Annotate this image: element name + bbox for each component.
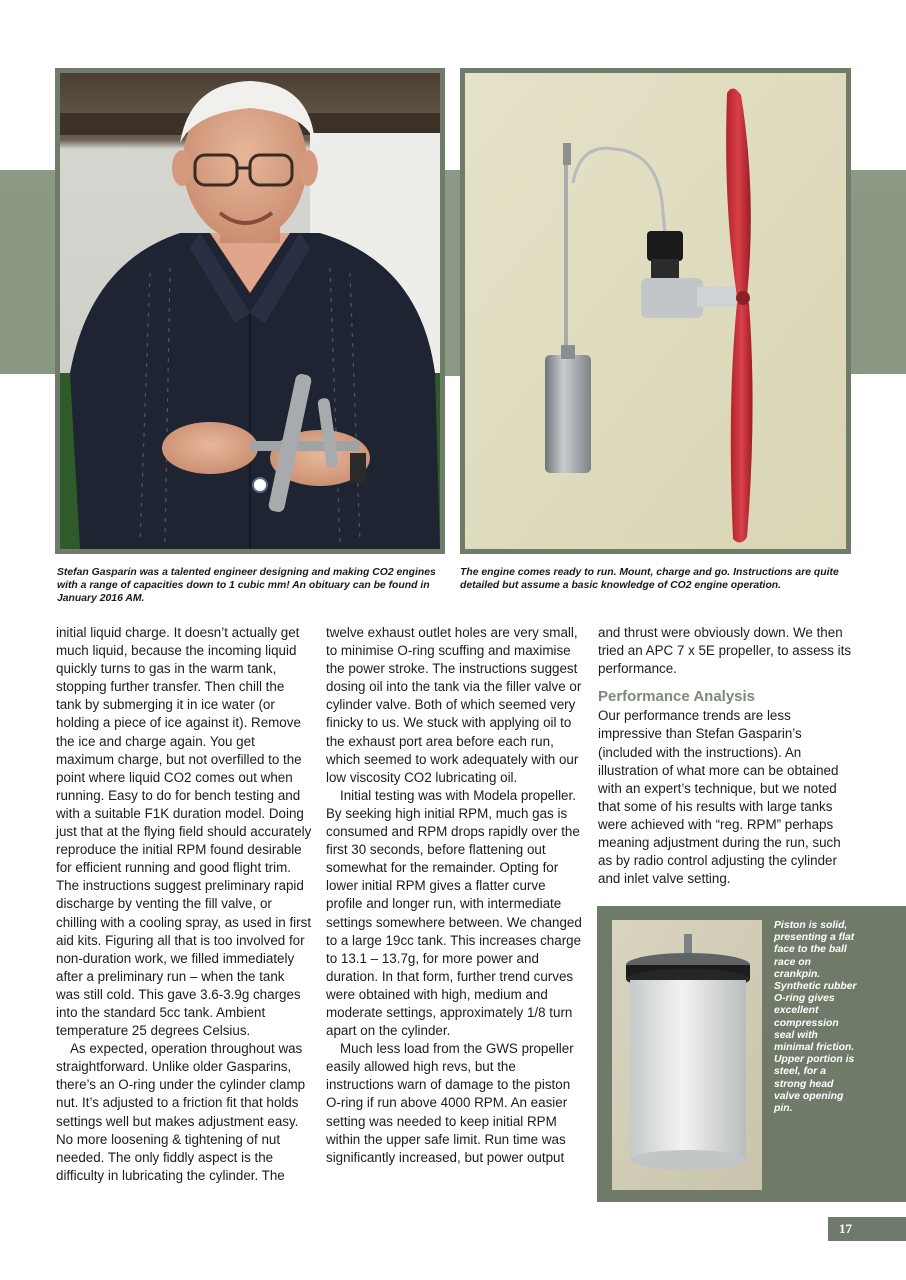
photo-stefan-gasparin: [55, 68, 445, 554]
decor-band-left-top: [0, 170, 55, 194]
photo-piston: [612, 920, 762, 1190]
paragraph: Initial testing was with Modela propeller. By seeking high initial RPM, much gas is consumed and RPM drops rapidly over the first 30 seconds, before flattening out somewhat for the remainder. Opting for lower initial RPM gives a flatter curve profile and longer run, with intermediate settings somewhere between. We changed to a large 19cc tank. This increases charge to 13.1 – 13.7g, for more power and duration. In that form, further trend curves were obtained with high, medium and moderate settings, approximately 1/8 turn apart on the cylinder.: [326, 787, 582, 1039]
text-column-2: [326, 624, 582, 1167]
paragraph: As expected, operation throughout was straightforward. Unlike older Gasparins, there’s an O-ring under the cylinder clamp nut. It’s adjusted to a friction fit that holds settings well but makes adjustment easy. No more loosening & tightening of nut needed. The only fiddly aspect is the difficulty in lubricating the cylinder. The: [56, 1041, 306, 1183]
decor-band-right-top: [850, 170, 906, 194]
caption-right: The engine comes ready to run. Mount, charge and go. Instructions are quite detailed but assume a basic knowledge of CO2 engine operation.: [460, 567, 839, 591]
page-number: 17: [828, 1217, 906, 1241]
paragraph: Much less load from the GWS propeller easily allowed high revs, but the instructions warn of damage to the piston O-ring if run above 4000 RPM. An easier setting was needed to keep initial RPM within the upper safe limit. Run time was significantly increased, but power output: [326, 1041, 574, 1165]
paragraph: and thrust were obviously down. We then tried an APC 7 x 5E propeller, to assess its performance.: [598, 625, 852, 677]
paragraph: Our performance trends are less impressive than Stefan Gasparin’s (included with the instructions). An illustration of what more can be obtained with an expert’s technique, but we noted that some of his results with large tanks were achieved with “reg. RPM” perhaps meaning adjustment during the run, such as by radio control adjusting the cylinder and inlet valve setting.: [598, 708, 841, 887]
inset-caption: Piston is solid, presenting a flat face to the ball race on crankpin. Synthetic rubber O-ring gives excellent compression seal with minimal friction. Upper portion is steel, for a strong head valve opening pin.: [774, 920, 857, 1115]
paragraph: initial liquid charge. It doesn’t actually get much liquid, because the incoming liquid quickly turns to gas in the warm tank, stopping further transfer. Then chill the tank by submerging it in ice water (or holding a piece of ice against it). Remove the ice and charge again. You get maximum charge, but not overfilled to the point where liquid CO2 comes out when running. Easy to do for bench testing and with a suitable F1K duration model. Doing just that at the flying field should accurately reproduce the initial RPM found desirable for efficient running and good flight trim. The instructions suggest preliminary rapid discharge by venting the fill valve, or chilling with a cooling spray, as used in first aid kits. Figuring all that is too involved for non-duration work, we filled immediately after a preliminary run – when the tank was still cold. This gave 3.6-3.9g charges into the standard 5cc tank. Ambient temperature 25 degrees Celsius.: [56, 625, 312, 1039]
decor-band-left: [0, 194, 55, 374]
decor-band-middle: [445, 170, 461, 376]
photo-co2-engine: [460, 68, 851, 554]
text-column-1: [56, 624, 312, 1185]
section-heading: Performance Analysis: [598, 688, 756, 706]
caption-left: Stefan Gasparin was a talented engineer designing and making CO2 engines with a range of capacities down to 1 cubic mm! An obituary can be found in January 2016 AM.: [57, 567, 436, 604]
text-column-3: [598, 624, 854, 888]
paragraph: twelve exhaust outlet holes are very small, to minimise O-ring scuffing and maximise the power stroke. The instructions suggest dosing oil into the tank via the filler valve or cylinder valve. Both of which seemed very finicky to us. We stuck with applying oil to the exhaust port area before each run, which seemed to work adequately with our low viscosity CO2 lubricating oil.: [326, 625, 582, 785]
decor-band-right: [850, 194, 906, 374]
